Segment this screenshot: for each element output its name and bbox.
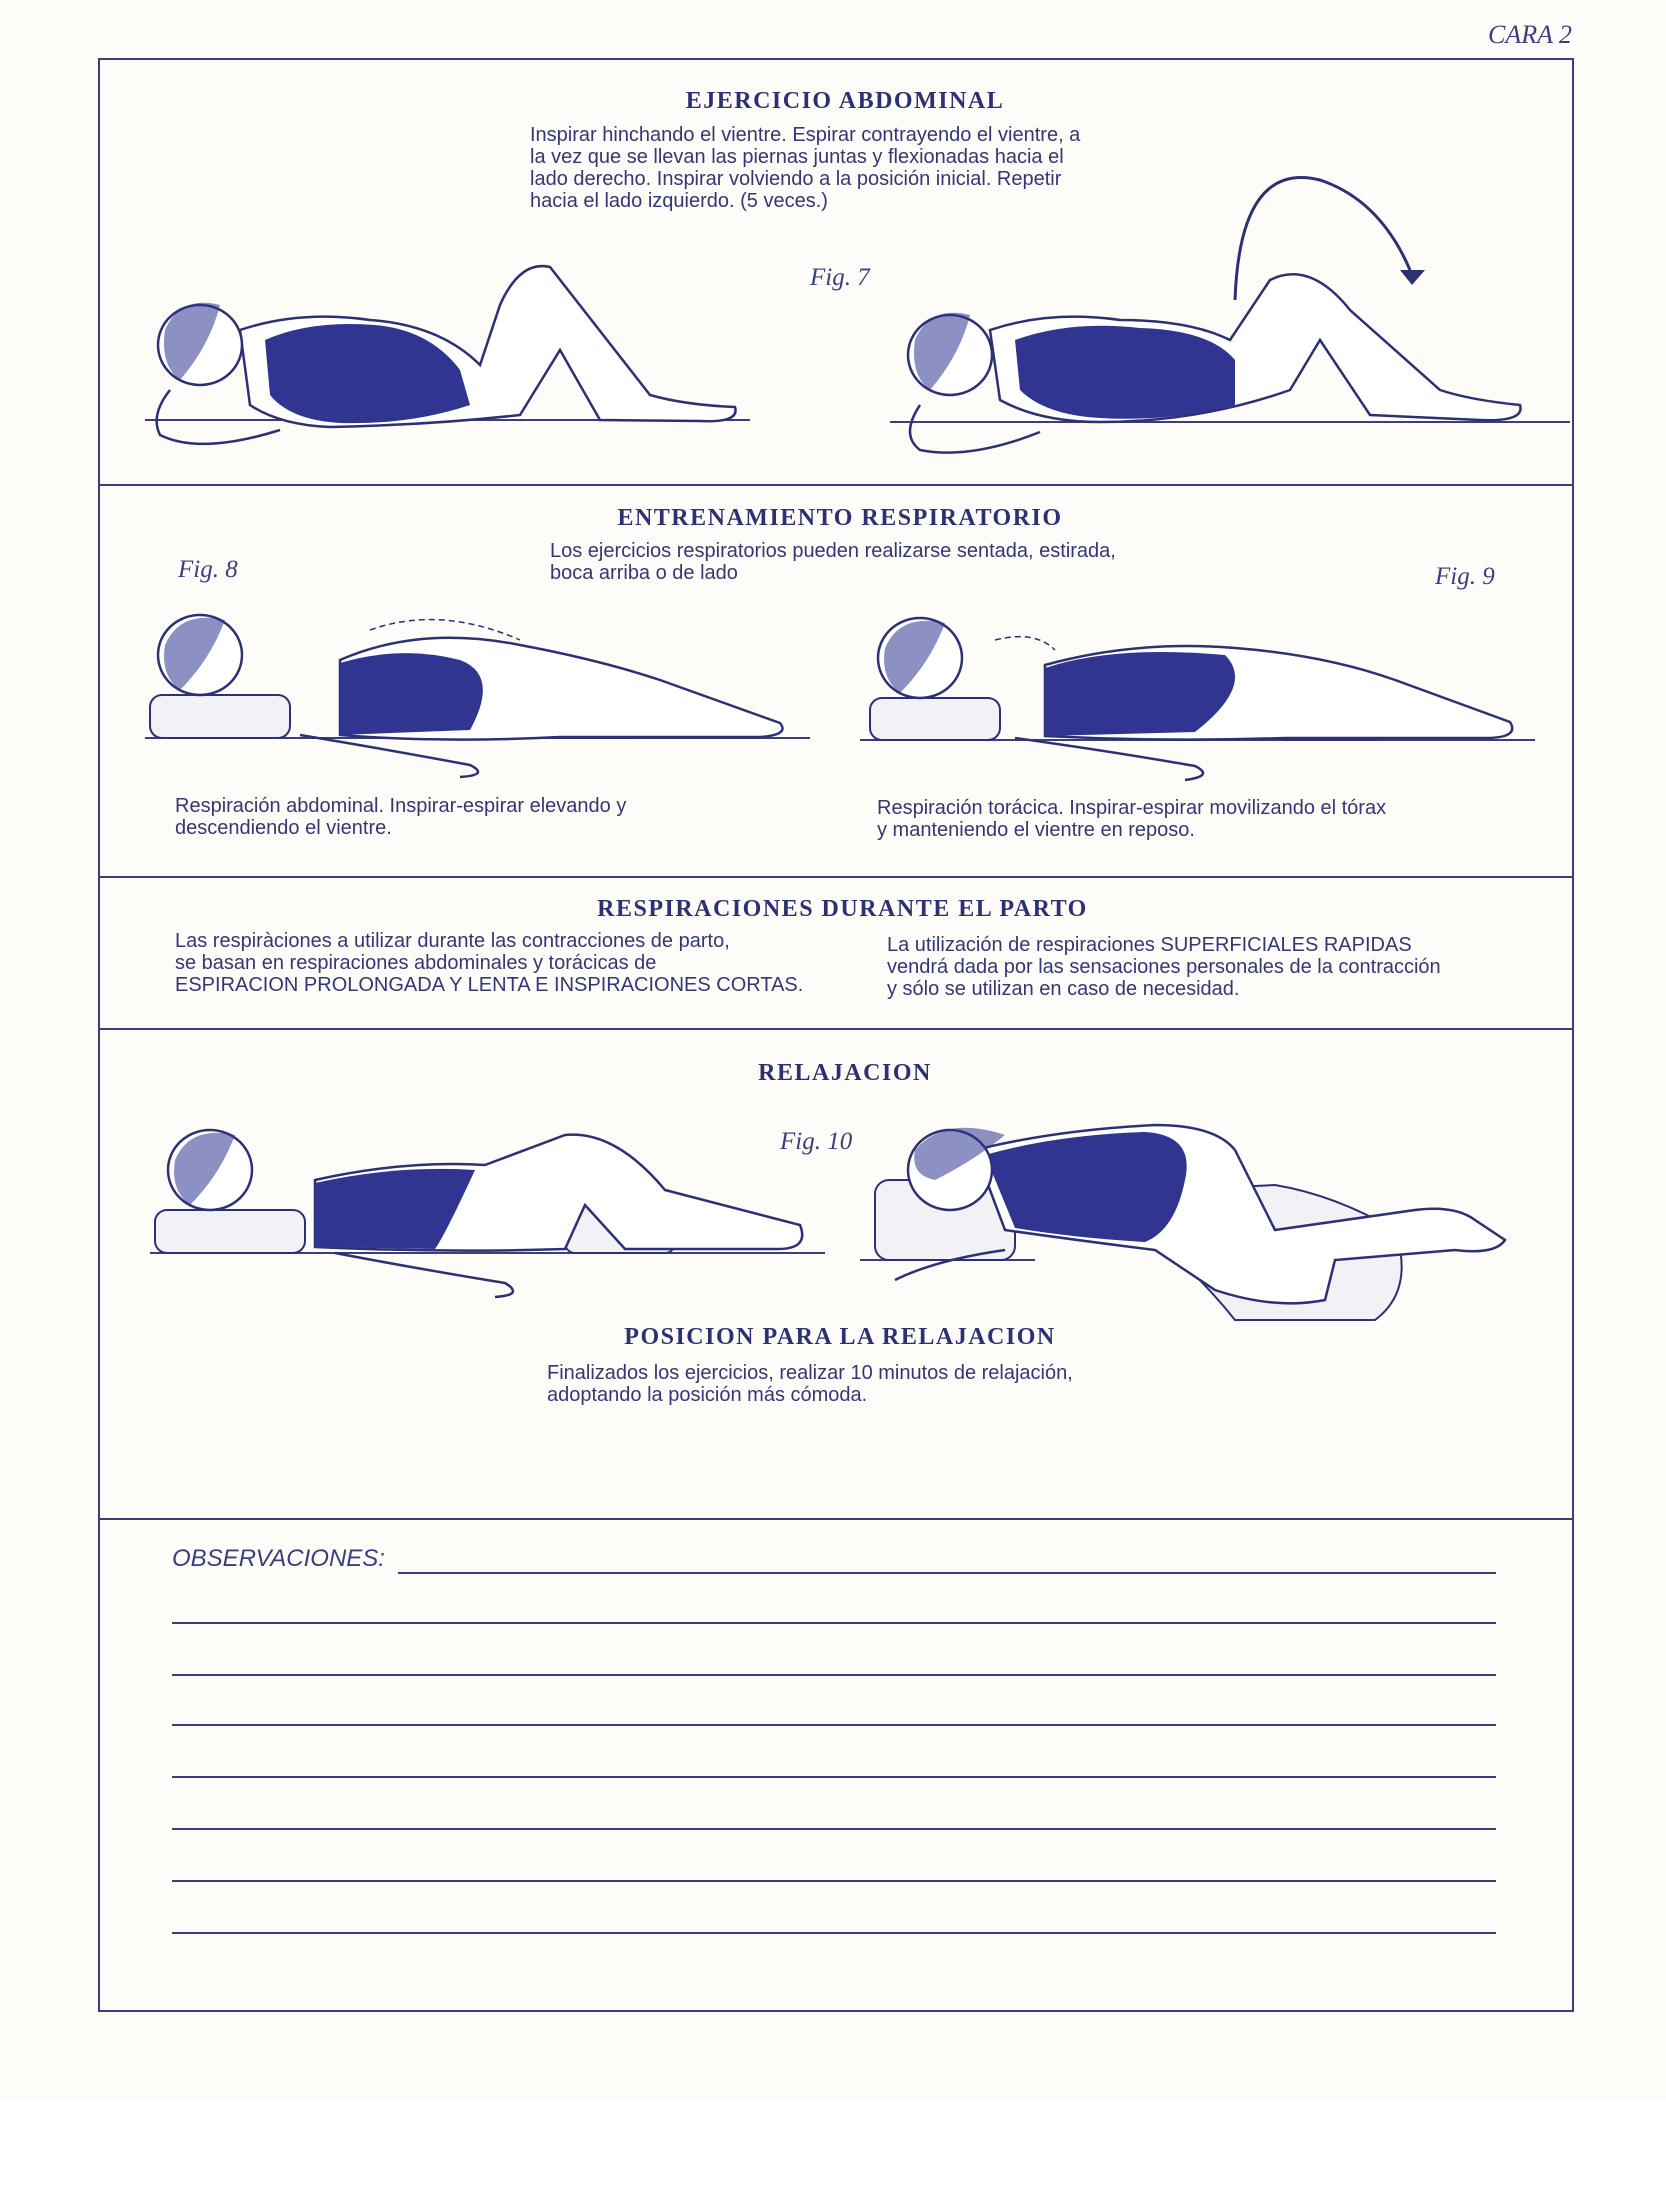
section-title-respiratorio: ENTRENAMIENTO RESPIRATORIO [617, 505, 1063, 531]
observation-line[interactable] [172, 1880, 1496, 1882]
page-side-label: CARA 2 [1488, 20, 1573, 49]
observations-label: OBSERVACIONES: [172, 1545, 385, 1572]
observation-line[interactable] [172, 1724, 1496, 1726]
illustration-abdominal-twist [880, 160, 1580, 470]
curved-arrow-icon [1235, 178, 1410, 301]
observation-line[interactable] [172, 1828, 1496, 1830]
divider-3 [98, 1028, 1572, 1030]
section-title-abdominal: EJERCICIO ABDOMINAL [685, 88, 1005, 114]
abdominal-instructions: Inspirar hinchando el vientre. Espirar contrayendo el vientre, a la vez que se llevan las piernas juntas y flexionadas hacia el lado derecho. Inspirar volviendo a la posición inicial. Repetir hacia el lado izquierdo. (5 veces.) [530, 124, 1081, 212]
divider-1 [98, 484, 1572, 486]
caption-abdominal-breathing: Respiración abdominal. Inspirar-espirar elevando y descendiendo el vientre. [175, 795, 627, 839]
caption-thoracic-breathing: Respiración torácica. Inspirar-espirar movilizando el tórax y manteniendo el vientre en reposo. [877, 797, 1387, 841]
observation-line[interactable] [172, 1776, 1496, 1778]
subtitle-relaxation-position: POSICION PARA LA RELAJACION [624, 1324, 1056, 1350]
parto-text-right: La utilización de respiraciones SUPERFICIALES RAPIDAS vendrá dada por las sensaciones personales de la contracción y sólo se utilizan en caso de necesidad. [887, 934, 1441, 1000]
observation-line[interactable] [398, 1572, 1496, 1574]
respiratorio-intro: Los ejercicios respiratorios pueden realizarse sentada, estirada, boca arriba o de lado [550, 540, 1116, 584]
illustration-abdominal-start [140, 255, 760, 465]
divider-4 [98, 1518, 1572, 1520]
figure-label-9: Fig. 9 [1435, 563, 1495, 590]
figure-label-8: Fig. 8 [178, 556, 238, 583]
section-title-parto: RESPIRACIONES DURANTE EL PARTO [597, 896, 1088, 922]
illustration-thoracic-breathing [855, 610, 1545, 785]
illustration-relaxation-side [855, 1110, 1555, 1325]
divider-2 [98, 876, 1572, 878]
illustration-abdominal-breathing [140, 605, 820, 780]
observation-line[interactable] [172, 1932, 1496, 1934]
parto-text-left: Las respiràciones a utilizar durante las contracciones de parto, se basan en respiraciones abdominales y torácicas de ESPIRACION PROLONGADA Y LENTA E INSPIRACIONES CORTAS. [175, 930, 804, 996]
observation-line[interactable] [172, 1622, 1496, 1624]
section-title-relajacion: RELAJACION [758, 1060, 932, 1086]
relaxation-instructions: Finalizados los ejercicios, realizar 10 minutos de relajación, adoptando la posición más cómoda. [547, 1362, 1073, 1406]
observation-line[interactable] [172, 1674, 1496, 1676]
illustration-relaxation-supine [145, 1125, 835, 1305]
figure-label-10: Fig. 10 [780, 1128, 853, 1155]
figure-label-7: Fig. 7 [810, 264, 870, 291]
